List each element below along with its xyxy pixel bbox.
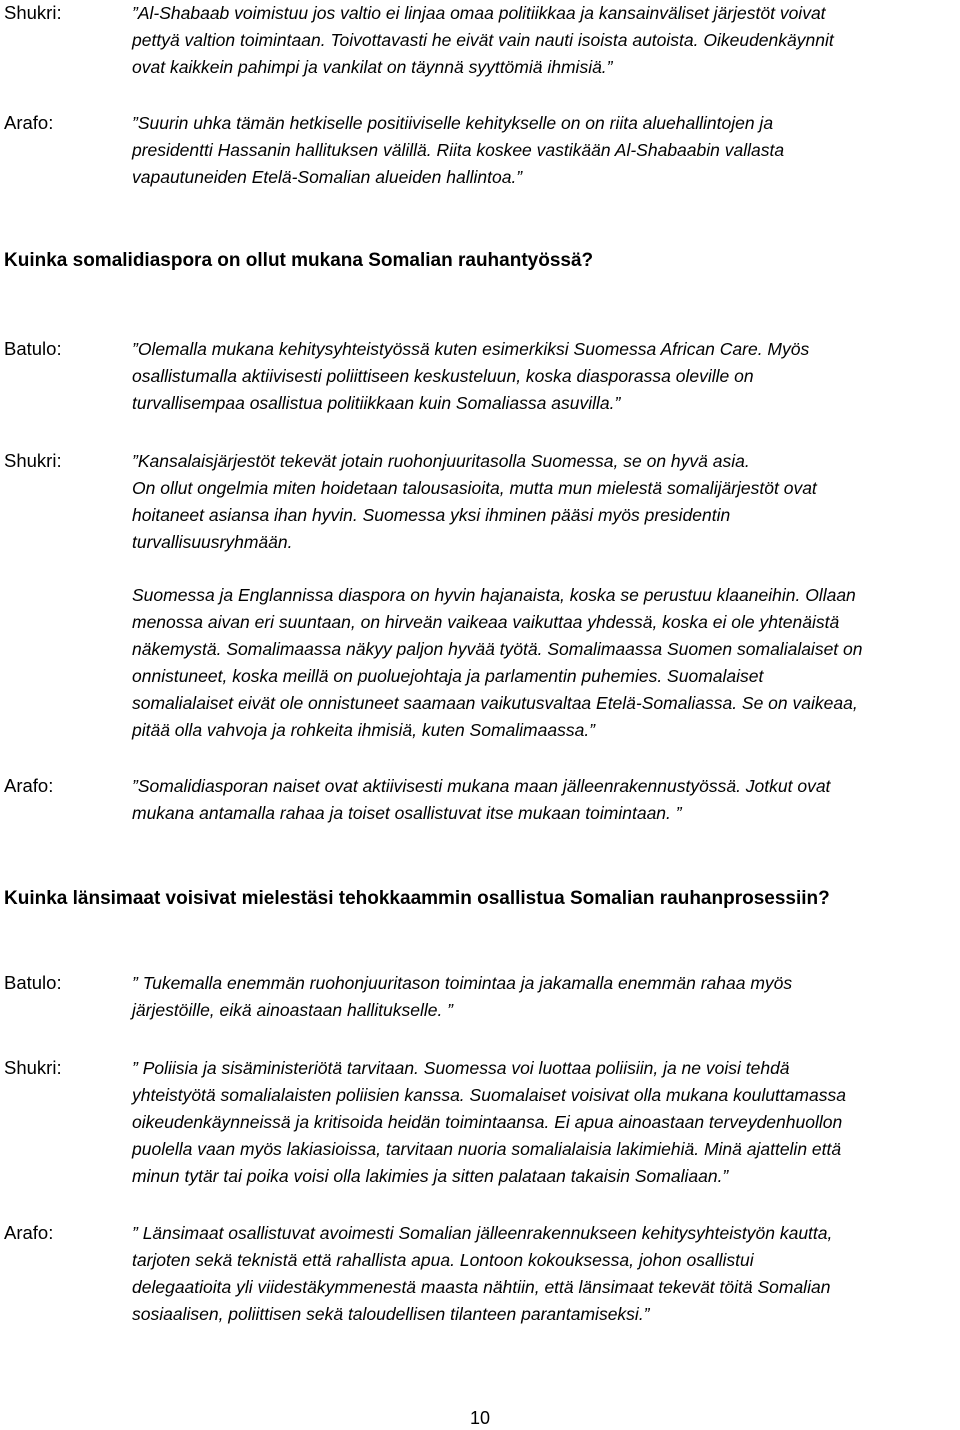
answer-line: näkemystä. Somalimaassa näkyy paljon hyvää työtä. Somalimaassa Suomen somalialaiset on	[132, 639, 863, 659]
answer-text	[132, 336, 958, 417]
answer-text	[132, 110, 958, 191]
answer-line: ”Al-Shabaab voimistuu jos valtio ei linjaa omaa politiikkaa ja kansainväliset järjestöt voivat	[132, 3, 826, 23]
speaker-label: Shukri:	[4, 1057, 62, 1078]
answer-line: pettyä valtion toimintaan. Toivottavasti he eivät vain nauti isoista autoista. Oikeudenkäynnit	[132, 30, 834, 50]
answer-line: yhteistyötä somalialaisten poliisien kanssa. Suomalaiset voisivat olla mukana kouluttamassa	[132, 1085, 846, 1105]
speaker-label: Batulo:	[4, 338, 62, 359]
answer-line: ”Suurin uhka tämän hetkiselle positiiviselle kehitykselle on on riita aluehallintojen ja	[132, 113, 774, 133]
answer-line: ”Somalidiasporan naiset ovat aktiivisesti mukana maan jälleenrakennustyössä. Jotkut ovat	[132, 776, 831, 796]
answer-line: ” Länsimaat osallistuvat avoimesti Somalian jälleenrakennukseen kehitysyhteistyön kautta,	[132, 1223, 833, 1243]
answer-line: järjestöille, eikä ainoastaan hallitukselle. ”	[132, 1000, 454, 1020]
answer-line: ” Poliisia ja sisäministeriötä tarvitaan. Suomessa voi luottaa poliisiin, ja ne voisi tehdä	[132, 1058, 790, 1078]
answer-text	[132, 448, 958, 556]
answer-line: puolella vaan myös lakiasioissa, tarvitaan nuoria somalialaisia lakimiehiä. Minä ajattelin että	[132, 1139, 842, 1159]
answer-line: presidentti Hassanin hallituksen välillä. Riita koskee vastikään Al-Shabaabin vallasta	[132, 140, 785, 160]
page-number: 10	[469, 1408, 491, 1428]
answer-line: ovat kaikkein pahimpi ja vankilat on täynnä syyttömiä ihmisiä.”	[132, 57, 613, 77]
answer-text	[132, 773, 958, 827]
answer-line: menossa aivan eri suuntaan, on hirveän vaikeaa vaikuttaa yhdessä, koska ei ole yhtenäistä	[132, 612, 840, 632]
section-question: Kuinka länsimaat voisivat mielestäsi tehokkaammin osallistua Somalian rauhanprosessiin?	[4, 888, 830, 909]
answer-line: ”Kansalaisjärjestöt tekevät jotain ruohonjuuritasolla Suomessa, se on hyvä asia.	[132, 451, 750, 471]
speaker-label: Shukri:	[4, 2, 62, 23]
answer-line: Suomessa ja Englannissa diaspora on hyvin hajanaista, koska se perustuu klaaneihin. Ollaan	[132, 585, 856, 605]
answer-line: delegaatioita yli viidestäkymmenestä maasta nähtiin, että länsimaat tekevät töitä Somalian	[132, 1277, 831, 1297]
answer-line: turvallisempaa osallistua politiikkaan kuin Somaliassa asuvilla.”	[132, 393, 621, 413]
answer-text	[132, 0, 958, 81]
speaker-label: Arafo:	[4, 1222, 54, 1243]
answer-line: sosiaalisen, poliittisen sekä taloudellisen tilanteen parantamiseksi.”	[132, 1304, 650, 1324]
section-question: Kuinka somalidiaspora on ollut mukana Somalian rauhantyössä?	[4, 250, 594, 271]
answer-text	[132, 582, 958, 744]
answer-line: vapautuneiden Etelä-Somalian alueiden hallintoa.”	[132, 167, 523, 187]
answer-text	[132, 1220, 958, 1328]
answer-text	[132, 1055, 958, 1190]
answer-text	[132, 970, 958, 1024]
answer-line: turvallisuusryhmään.	[132, 532, 293, 552]
speaker-label: Arafo:	[4, 775, 54, 796]
answer-line: oikeudenkäynneissä ja kritisoida heidän toimintaansa. Ei apua ainoastaan terveydenhuollon	[132, 1112, 843, 1132]
answer-line: ” Tukemalla enemmän ruohonjuuritason toimintaa ja jakamalla enemmän rahaa myös	[132, 973, 793, 993]
answer-line: somalialaiset eivät ole onnistuneet saamaan vaikutusvaltaa Etelä-Somaliassa. Se on vaikeaa,	[132, 693, 858, 713]
answer-line: minun tytär tai poika voisi olla lakimies ja sitten palataan takaisin Somaliaan.”	[132, 1166, 729, 1186]
answer-line: ”Olemalla mukana kehitysyhteistyössä kuten esimerkiksi Suomessa African Care. Myös	[132, 339, 810, 359]
answer-line: tarjoten sekä teknistä että rahallista apua. Lontoon kokouksessa, johon osallistui	[132, 1250, 754, 1270]
answer-line: onnistuneet, koska meillä on puoluejohtaja ja parlamentin puhemies. Suomalaiset	[132, 666, 764, 686]
speaker-label: Batulo:	[4, 972, 62, 993]
answer-line: hoitaneet asiansa ihan hyvin. Suomessa yksi ihminen pääsi myös presidentin	[132, 505, 731, 525]
speaker-label: Arafo:	[4, 112, 54, 133]
answer-line: pitää olla vahvoja ja rohkeita ihmisiä, kuten Somalimaassa.”	[132, 720, 596, 740]
answer-line: On ollut ongelmia miten hoidetaan talousasioita, mutta mun mielestä somalijärjestöt ovat	[132, 478, 817, 498]
speaker-label: Shukri:	[4, 450, 62, 471]
answer-line: mukana antamalla rahaa ja toiset osallistuvat itse mukaan toimintaan. ”	[132, 803, 682, 823]
answer-line: osallistumalla aktiivisesti poliittiseen keskusteluun, koska diasporassa oleville on	[132, 366, 754, 386]
